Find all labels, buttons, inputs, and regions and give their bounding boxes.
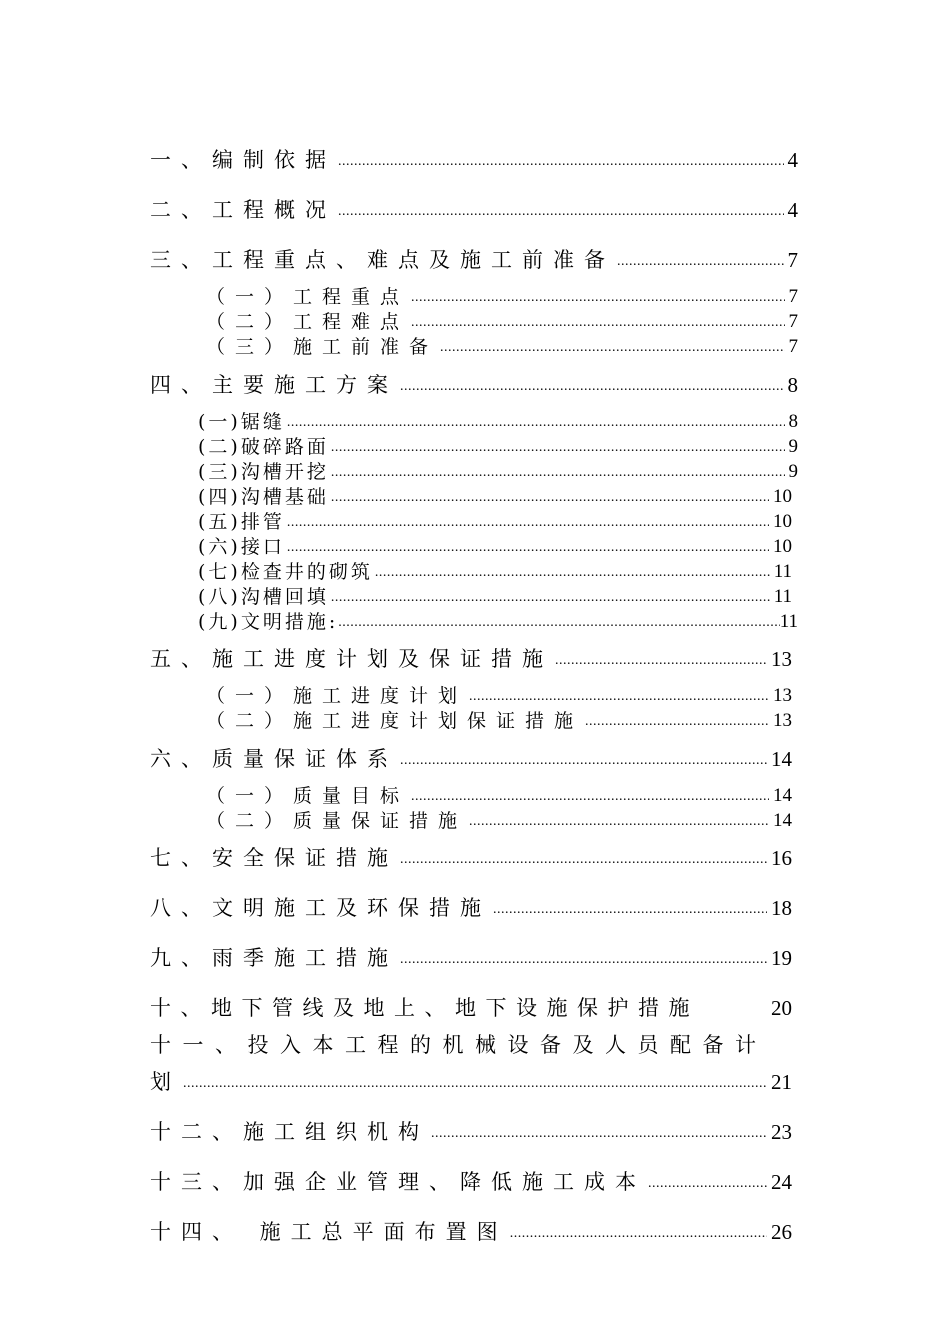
toc-leader-dots bbox=[411, 291, 784, 308]
toc-label: 十、地下管线及地上、地下设施保护措施 bbox=[150, 996, 699, 1020]
toc-page-number: 7 bbox=[788, 286, 798, 307]
toc-page-number: 10 bbox=[773, 536, 792, 557]
toc-entry-s5a[interactable] bbox=[206, 685, 792, 707]
toc-label: (四)沟槽基础 bbox=[198, 486, 329, 508]
toc-page-number: 23 bbox=[771, 1120, 792, 1144]
toc-entry-s4a[interactable] bbox=[198, 411, 798, 433]
toc-page-number: 11 bbox=[779, 611, 798, 632]
toc-label: (一)锯缝 bbox=[198, 411, 285, 433]
toc-page-number: 7 bbox=[788, 336, 798, 357]
toc-label: (九)文明措施: bbox=[198, 611, 339, 633]
toc-page-number: 8 bbox=[787, 373, 798, 397]
toc-label: 二、工程概况 bbox=[150, 198, 336, 222]
toc-entry-s5[interactable] bbox=[150, 647, 792, 671]
toc-entry-s2[interactable] bbox=[150, 198, 798, 222]
toc-leader-dots bbox=[331, 441, 785, 458]
toc-leader-dots bbox=[183, 1077, 767, 1094]
toc-leader-dots bbox=[411, 790, 769, 807]
toc-label: (三)沟槽开挖 bbox=[198, 461, 329, 483]
toc-leader-dots bbox=[431, 1127, 767, 1144]
toc-leader-dots bbox=[375, 566, 770, 583]
toc-entry-s4f[interactable] bbox=[198, 536, 792, 558]
toc-label: 十一、投入本工程的机械设备及人员配备计 bbox=[150, 1033, 768, 1057]
toc-leader-dots bbox=[440, 341, 784, 358]
toc-entry-s14[interactable] bbox=[150, 1220, 792, 1244]
toc-page-number: 26 bbox=[771, 1220, 792, 1244]
toc-leader-dots bbox=[287, 516, 769, 533]
toc-page-number: 24 bbox=[771, 1170, 792, 1194]
toc-label: (二)破碎路面 bbox=[198, 436, 329, 458]
toc-page-number: 19 bbox=[771, 946, 792, 970]
toc-entry-s4h[interactable] bbox=[198, 586, 792, 608]
toc-leader-dots bbox=[338, 616, 779, 633]
toc-page-number: 10 bbox=[773, 486, 792, 507]
toc-entry-s9[interactable] bbox=[150, 946, 792, 970]
toc-entry-s4c[interactable] bbox=[198, 461, 798, 483]
toc-page-number: 8 bbox=[788, 411, 798, 432]
toc-page-number: 18 bbox=[771, 896, 792, 920]
toc-entry-s8[interactable] bbox=[150, 896, 792, 920]
toc-page-number: 11 bbox=[773, 586, 792, 607]
toc-label: (八)沟槽回填 bbox=[198, 586, 329, 608]
toc-leader-dots bbox=[287, 416, 785, 433]
toc-label: （二）施工进度计划保证措施 bbox=[206, 710, 584, 732]
toc-entry-s4[interactable] bbox=[150, 373, 798, 397]
toc-page-number: 7 bbox=[788, 311, 798, 332]
toc-label: 十三、加强企业管理、降低施工成本 bbox=[150, 1170, 646, 1194]
toc-page-number: 9 bbox=[788, 436, 798, 457]
toc-entry-s11-line2[interactable] bbox=[150, 1070, 792, 1094]
toc-label-continuation: 划 bbox=[150, 1070, 181, 1094]
toc-leader-dots bbox=[617, 255, 784, 272]
toc-label: 四、主要施工方案 bbox=[150, 373, 398, 397]
toc-label: 三、工程重点、难点及施工前准备 bbox=[150, 248, 615, 272]
toc-entry-s4d[interactable] bbox=[198, 486, 792, 508]
toc-label: 六、质量保证体系 bbox=[150, 747, 398, 771]
toc-leader-dots bbox=[510, 1227, 767, 1244]
toc-page-number: 13 bbox=[773, 685, 792, 706]
toc-leader-dots bbox=[493, 903, 767, 920]
toc-leader-dots bbox=[400, 953, 767, 970]
toc-entry-s6a[interactable] bbox=[206, 785, 792, 807]
toc-page-number: 11 bbox=[773, 561, 792, 582]
toc-page-number: 9 bbox=[788, 461, 798, 482]
toc-page-number: 7 bbox=[787, 248, 798, 272]
toc-page-number: 14 bbox=[771, 747, 792, 771]
toc-leader-dots bbox=[400, 754, 767, 771]
toc-page-number: 20 bbox=[771, 996, 792, 1020]
toc-label: 十四、 施工总平面布置图 bbox=[150, 1220, 508, 1244]
toc-entry-s6[interactable] bbox=[150, 747, 792, 771]
toc-leader-dots bbox=[400, 853, 767, 870]
toc-entry-s7[interactable] bbox=[150, 846, 792, 870]
toc-label: 九、雨季施工措施 bbox=[150, 946, 398, 970]
toc-entry-s12[interactable] bbox=[150, 1120, 792, 1144]
toc-label: （三）施工前准备 bbox=[206, 336, 439, 358]
toc-page-number: 13 bbox=[773, 710, 792, 731]
toc-label: 十二、施工组织机构 bbox=[150, 1120, 429, 1144]
toc-leader-dots bbox=[469, 815, 769, 832]
toc-entry-s3b[interactable] bbox=[206, 311, 798, 333]
toc-leader-dots bbox=[411, 316, 784, 333]
toc-entry-s4e[interactable] bbox=[198, 511, 792, 533]
toc-page-number: 4 bbox=[787, 148, 798, 172]
toc-entry-s10[interactable] bbox=[150, 996, 792, 1020]
toc-label: (六)接口 bbox=[198, 536, 285, 558]
toc-entry-s13[interactable] bbox=[150, 1170, 792, 1194]
toc-entry-s3c[interactable] bbox=[206, 336, 798, 358]
toc-leader-dots bbox=[338, 155, 784, 172]
toc-page-number: 21 bbox=[771, 1070, 792, 1094]
toc-label: （一）工程重点 bbox=[206, 286, 410, 308]
toc-label: 五、施工进度计划及保证措施 bbox=[150, 647, 553, 671]
toc-entry-s5b[interactable] bbox=[206, 710, 792, 732]
toc-leader-dots bbox=[555, 654, 767, 671]
toc-label: （二）工程难点 bbox=[206, 311, 410, 333]
toc-entry-s6b[interactable] bbox=[206, 810, 792, 832]
toc-entry-s11-line1[interactable] bbox=[150, 1033, 792, 1057]
toc-leader-dots bbox=[469, 690, 769, 707]
toc-page-number: 13 bbox=[771, 647, 792, 671]
toc-leader-dots bbox=[287, 541, 769, 558]
toc-label: （一）质量目标 bbox=[206, 785, 410, 807]
toc-entry-s4g[interactable] bbox=[198, 561, 792, 583]
toc-leader-dots bbox=[338, 205, 784, 222]
toc-label: （一）施工进度计划 bbox=[206, 685, 468, 707]
toc-leader-dots bbox=[648, 1177, 767, 1194]
toc-leader-dots bbox=[331, 466, 785, 483]
toc-page-number: 14 bbox=[773, 785, 792, 806]
toc-label: (五)排管 bbox=[198, 511, 285, 533]
toc-label: (七)检查井的砌筑 bbox=[198, 561, 373, 583]
toc-label: 八、文明施工及环保措施 bbox=[150, 896, 491, 920]
toc-leader-dots bbox=[331, 591, 770, 608]
toc-label: 一、编制依据 bbox=[150, 148, 336, 172]
toc-entry-s4i[interactable] bbox=[198, 611, 798, 633]
toc-leader-dots bbox=[585, 715, 769, 732]
toc-entry-s4b[interactable] bbox=[198, 436, 798, 458]
toc-label: （二）质量保证措施 bbox=[206, 810, 468, 832]
toc-entry-s3a[interactable] bbox=[206, 286, 798, 308]
toc-entry-s3[interactable] bbox=[150, 248, 798, 272]
toc-label: 七、安全保证措施 bbox=[150, 846, 398, 870]
toc-page-number: 14 bbox=[773, 810, 792, 831]
toc-page-number: 10 bbox=[773, 511, 792, 532]
toc-leader-dots bbox=[400, 380, 784, 397]
toc-page-number: 16 bbox=[771, 846, 792, 870]
toc-entry-s1[interactable] bbox=[150, 148, 798, 172]
toc-leader-dots bbox=[331, 491, 769, 508]
toc-page-number: 4 bbox=[787, 198, 798, 222]
